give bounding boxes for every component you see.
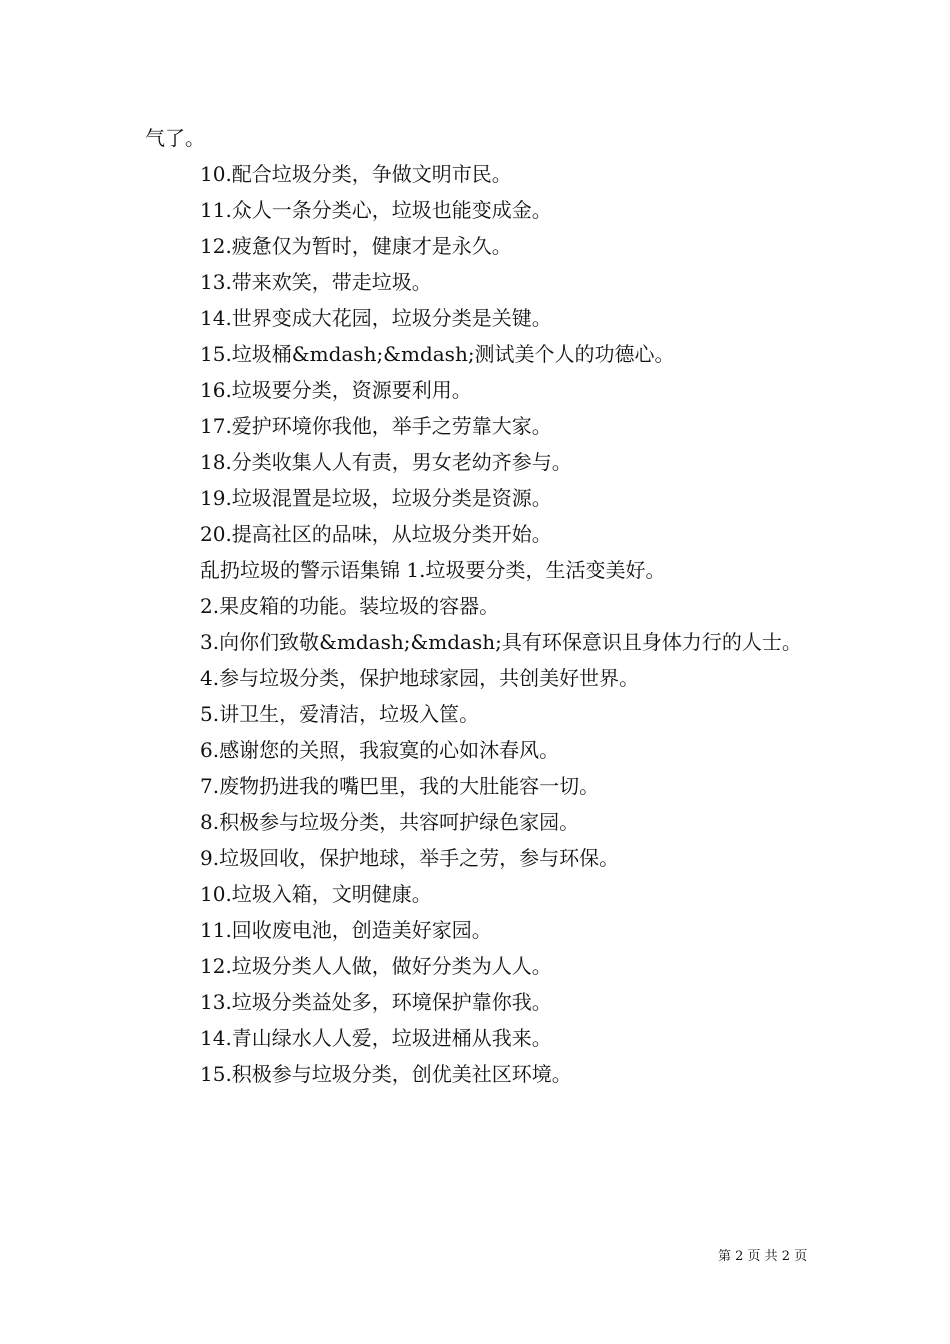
document-body [0, 120, 950, 1092]
text-line: 13.带来欢笑，带走垃圾。 [200, 270, 432, 294]
text-line: 8.积极参与垃圾分类，共容呵护绿色家园。 [200, 810, 580, 834]
text-line: 19.垃圾混置是垃圾，垃圾分类是资源。 [200, 486, 552, 510]
text-line: 10.配合垃圾分类，争做文明市民。 [200, 162, 512, 186]
text-line: 9.垃圾回收，保护地球，举手之劳，参与环保。 [200, 846, 620, 870]
text-line: 12.疲惫仅为暂时，健康才是永久。 [200, 234, 512, 258]
text-line: 4.参与垃圾分类，保护地球家园，共创美好世界。 [200, 666, 640, 690]
text-line: 15.垃圾桶&mdash;&mdash;测试美个人的功德心。 [200, 342, 675, 366]
page-number: 第 2 页 共 2 页 [718, 1249, 808, 1264]
text-line: 6.感谢您的关照，我寂寞的心如沐春风。 [200, 738, 560, 762]
text-line: 气了。 [145, 126, 205, 150]
text-line: 5.讲卫生，爱清洁，垃圾入筐。 [200, 702, 480, 726]
text-line: 11.众人一条分类心，垃圾也能变成金。 [200, 198, 552, 222]
text-line: 20.提高社区的品味，从垃圾分类开始。 [200, 522, 552, 546]
text-line: 15.积极参与垃圾分类，创优美社区环境。 [200, 1062, 572, 1086]
text-line: 7.废物扔进我的嘴巴里，我的大肚能容一切。 [200, 774, 600, 798]
text-line: 2.果皮箱的功能。装垃圾的容器。 [200, 594, 500, 618]
text-line: 14.世界变成大花园，垃圾分类是关键。 [200, 306, 552, 330]
text-line: 17.爱护环境你我他，举手之劳靠大家。 [200, 414, 552, 438]
text-line: 12.垃圾分类人人做，做好分类为人人。 [200, 954, 552, 978]
text-line: 18.分类收集人人有责，男女老幼齐参与。 [200, 450, 572, 474]
text-line: 13.垃圾分类益处多，环境保护靠你我。 [200, 990, 552, 1014]
section-heading-line: 乱扔垃圾的警示语集锦 1.垃圾要分类，生活变美好。 [200, 558, 666, 582]
text-line: 10.垃圾入箱，文明健康。 [200, 882, 432, 906]
text-line: 16.垃圾要分类，资源要利用。 [200, 378, 472, 402]
text-line: 11.回收废电池，创造美好家园。 [200, 918, 492, 942]
text-line: 3.向你们致敬&mdash;&mdash;具有环保意识且身体力行的人士。 [200, 630, 802, 654]
text-line: 14.青山绿水人人爱，垃圾进桶从我来。 [200, 1026, 552, 1050]
